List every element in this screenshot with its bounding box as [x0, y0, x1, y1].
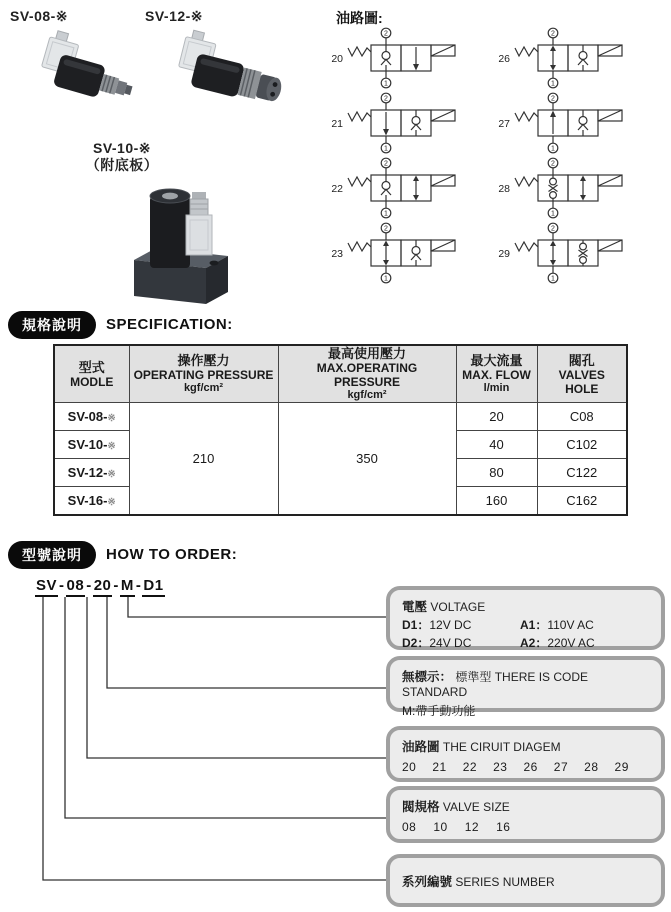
circuit-diagram-26 [494, 25, 639, 91]
manual-box-line2: M:帶手動功能 [402, 704, 476, 718]
order-badge: 型號說明 [8, 541, 96, 569]
voltage-box-title: 電壓 VOLTAGE [402, 600, 486, 614]
svg-text:23: 23 [331, 248, 343, 260]
order-box-manual [386, 656, 665, 718]
svg-text:1: 1 [551, 210, 555, 218]
code-segment-voltage: D1 [142, 577, 164, 597]
svg-text:2: 2 [384, 160, 388, 168]
circuit-diagram-21 [327, 90, 472, 156]
spec-header-row [54, 345, 627, 403]
circuit-diagram-22 [327, 155, 472, 221]
code-hyphen: - [86, 577, 92, 594]
order-box-series [386, 854, 665, 907]
code-segment-circuit: 20 [93, 577, 113, 597]
svg-text:2: 2 [551, 160, 555, 168]
order-box-voltage [386, 586, 665, 650]
hole-value: C08 [537, 403, 627, 431]
code-hyphen: - [135, 577, 142, 594]
svg-text:28: 28 [498, 183, 510, 195]
order-code [35, 577, 165, 597]
label-sv12: SV-12-※ [145, 8, 204, 24]
svg-text:1: 1 [384, 275, 388, 283]
hole-value: C102 [537, 431, 627, 459]
hole-value: C122 [537, 459, 627, 487]
order-box-size [386, 786, 665, 843]
svg-text:27: 27 [498, 118, 510, 130]
hole-value: C162 [537, 487, 627, 516]
circuit-diagram-27 [494, 90, 639, 156]
table-row [54, 403, 627, 431]
col-max-operating-pressure: 最高使用壓力 MAX.OPERATING PRESSURE kgf/cm² [278, 345, 456, 403]
circuit-diagram-20 [327, 25, 472, 91]
label-sv10-model: SV-10-※ [92, 140, 152, 156]
code-segment-manual: M [120, 577, 135, 597]
max-operating-pressure-value: 350 [278, 403, 456, 516]
order-title: HOW TO ORDER: [106, 546, 238, 563]
svg-text:2: 2 [384, 95, 388, 103]
svg-text:1: 1 [384, 80, 388, 88]
col-model: 型式 MODLE [54, 345, 129, 403]
series-box-title: 系列編號 SERIES NUMBER [402, 874, 555, 889]
operating-pressure-value: 210 [129, 403, 278, 516]
flow-value: 40 [456, 431, 537, 459]
svg-text:20: 20 [331, 53, 343, 65]
circuit-diagram-28 [494, 155, 639, 221]
svg-text:1: 1 [551, 80, 555, 88]
col-valves-hole: 閥孔 VALVES HOLE [537, 345, 627, 403]
code-segment-size: 08 [66, 577, 86, 597]
voltage-row-2: D2：24V DC A2：220V AC [402, 636, 595, 650]
diagrams-title: 油路圖: [336, 10, 383, 26]
col-max-flow: 最大流量 MAX. FLOW l/min [456, 345, 537, 403]
flow-value: 160 [456, 487, 537, 516]
svg-text:29: 29 [498, 248, 510, 260]
photo-sv08 [30, 28, 140, 128]
order-box-circuit [386, 726, 665, 782]
size-box-numbers: 08 10 12 16 [402, 820, 511, 834]
svg-text:26: 26 [498, 53, 510, 65]
spec-title: SPECIFICATION: [106, 316, 233, 333]
photo-sv12 [163, 26, 293, 132]
svg-text:2: 2 [551, 95, 555, 103]
label-sv08: SV-08-※ [10, 8, 69, 24]
circuit-diagram-23 [327, 220, 472, 286]
code-hyphen: - [113, 577, 119, 594]
svg-text:1: 1 [551, 145, 555, 153]
flow-value: 80 [456, 459, 537, 487]
model-cell: SV-12-※ [54, 459, 129, 487]
model-cell: SV-16-※ [54, 487, 129, 516]
svg-text:2: 2 [551, 225, 555, 233]
manual-box-line1: 無標示： 標準型 THERE IS CODE STANDARD [402, 670, 589, 699]
spec-table [53, 344, 628, 516]
svg-text:22: 22 [331, 183, 343, 195]
circuit-box-title: 油路圖 THE CIRUIT DIAGEM [402, 740, 561, 754]
model-cell: SV-08-※ [54, 403, 129, 431]
code-segment-series: SV [35, 577, 58, 597]
svg-text:2: 2 [384, 225, 388, 233]
svg-text:1: 1 [551, 275, 555, 283]
voltage-row-1: D1：12V DC A1：110V AC [402, 618, 594, 632]
svg-text:21: 21 [331, 118, 343, 130]
label-sv10-sub: （附底板） [85, 157, 159, 173]
order-connector-lines [0, 596, 392, 888]
svg-text:1: 1 [384, 210, 388, 218]
model-cell: SV-10-※ [54, 431, 129, 459]
size-box-title: 閥規格 VALVE SIZE [402, 800, 510, 814]
col-operating-pressure: 操作壓力 OPERATING PRESSURE kgf/cm² [129, 345, 278, 403]
svg-text:1: 1 [384, 145, 388, 153]
svg-text:2: 2 [384, 30, 388, 38]
circuit-box-numbers: 20 21 22 23 26 27 28 29 [402, 760, 629, 774]
circuit-diagram-29 [494, 220, 639, 286]
code-hyphen: - [59, 577, 65, 594]
svg-text:2: 2 [551, 30, 555, 38]
photo-sv10 [112, 168, 240, 306]
spec-badge: 規格說明 [8, 311, 96, 339]
flow-value: 20 [456, 403, 537, 431]
